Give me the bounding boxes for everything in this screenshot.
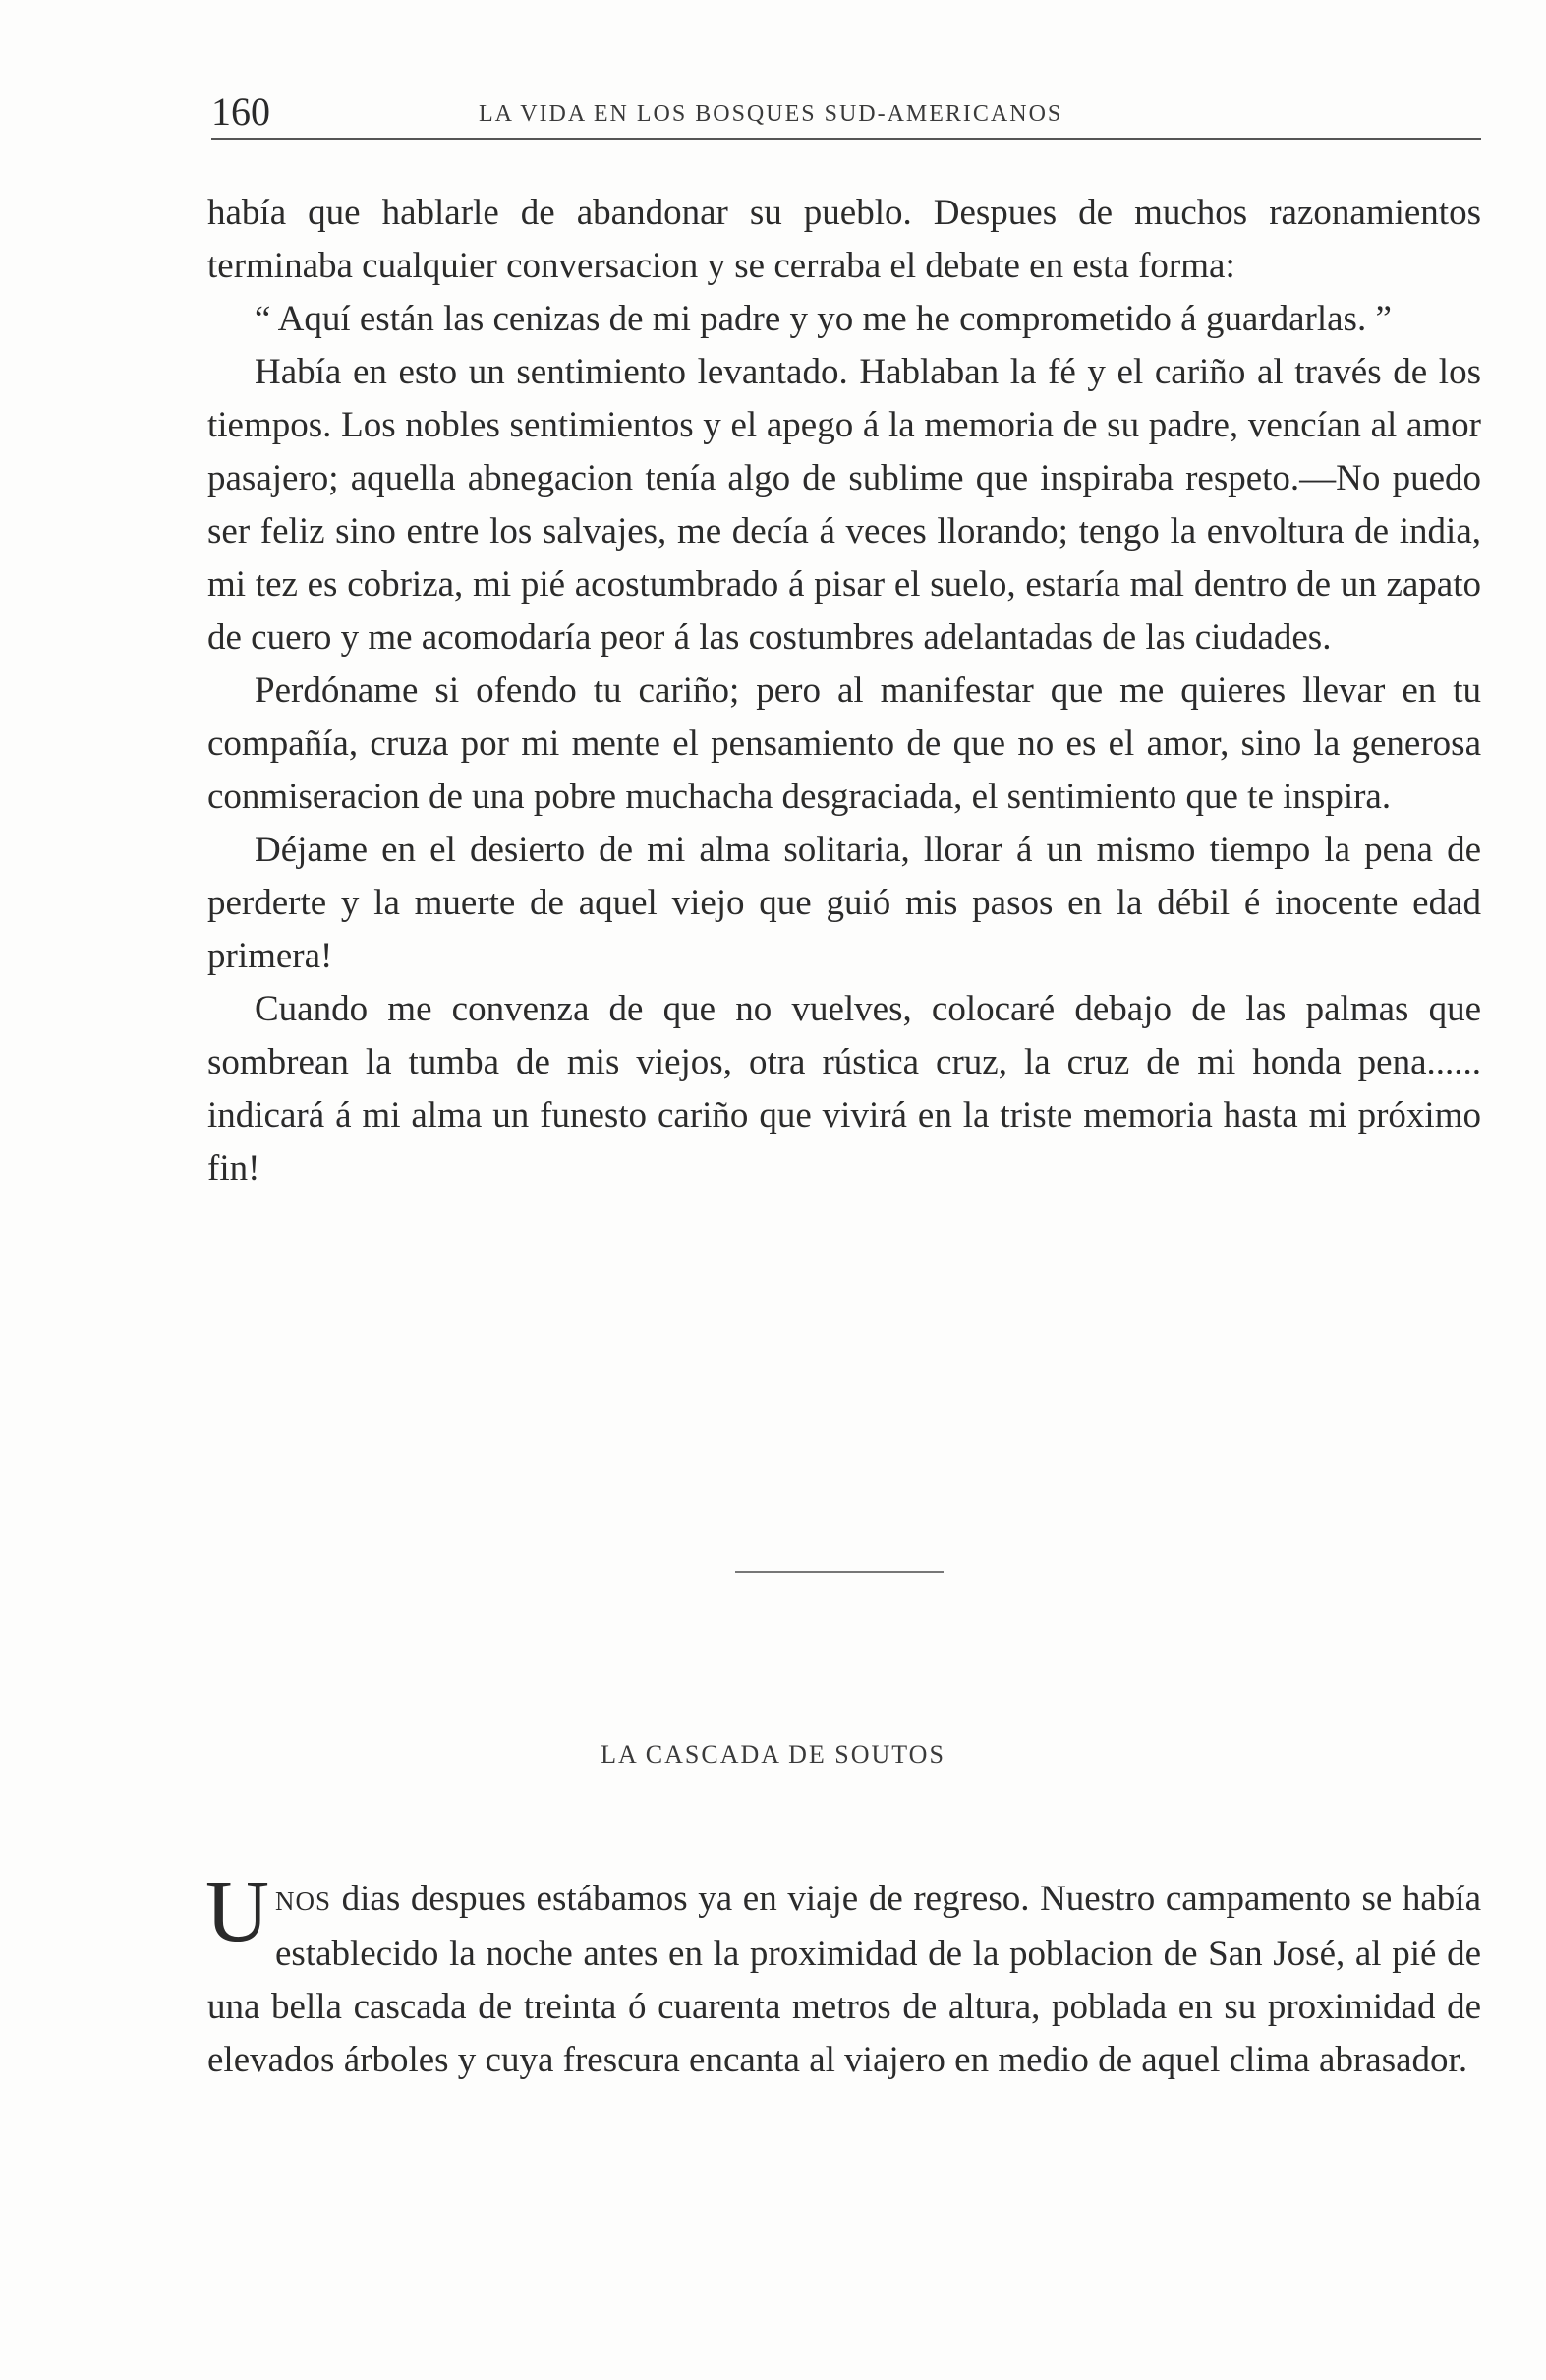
paragraph: Déjame en el desierto de mi alma solitaria, llorar á un mismo tiempo la pena de perderte y la muerte de aquel viejo que guió mis pasos en la débil é inocente edad primera!	[207, 830, 1481, 976]
running-title: LA VIDA EN LOS BOSQUES SUD-AMERICANOS	[479, 101, 1063, 127]
main-text	[207, 187, 1481, 1195]
section-text	[205, 1863, 1481, 2087]
paragraph: Había en esto un sentimiento levantado. Hablaban la fé y el cariño al través de los tiempos. Los nobles sentimientos y el apego á la memoria de su padre, vencían al amor pasajero; aquella abnegacion tenía algo de sublime que inspiraba respeto.—No puedo ser feliz sino entre los salvajes, me decía á veces llorando; tengo la envoltura de india, mi tez es cobriza, mi pié acostumbrado á pisar el suelo, estaría mal dentro de un zapato de cuero y me acomodaría peor á las costumbres adelantadas de las ciudades.	[207, 352, 1481, 658]
first-word-small-caps: NOS	[275, 1887, 332, 1916]
running-header	[211, 87, 1481, 140]
paragraph: Perdóname si ofendo tu cariño; pero al manifestar que me quieres llevar en tu compañía, cruza por mi mente el pensamiento de que no es el amor, sino la generosa conmiseracion de una pobre muchacha desgraciada, el sentimiento que te inspira.	[207, 670, 1481, 817]
section-paragraph	[205, 1863, 1481, 2087]
paragraph-quote: “ Aquí están las cenizas de mi padre y yo me he comprometido á guardarlas. ”	[255, 299, 1392, 339]
section-heading: LA CASCADA DE SOUTOS	[601, 1740, 945, 1769]
section-paragraph-text: dias despues estábamos ya en viaje de regreso. Nuestro campamento se había establecido la noche antes en la proximidad de la poblacion de San José, al pié de una bella cascada de treinta ó cuarenta metros de altura, poblada en su proximidad de elevados árboles y cuya frescura encanta al viajero en medio de aquel clima abrasador.	[207, 1879, 1481, 2080]
paragraph-continued: había que hablarle de abandonar su pueblo. Despues de muchos razonamientos terminaba cualquier conversacion y se cerraba el debate en esta forma:	[207, 193, 1481, 286]
drop-cap: U	[205, 1863, 269, 1960]
page-number: 160	[211, 89, 270, 134]
section-divider	[735, 1571, 944, 1573]
paragraph: Cuando me convenza de que no vuelves, colocaré debajo de las palmas que sombrean la tumba de mis viejos, otra rústica cruz, la cruz de mi honda pena...... indicará á mi alma un funesto cariño que vivirá en la triste memoria hasta mi próximo fin!	[207, 989, 1481, 1189]
